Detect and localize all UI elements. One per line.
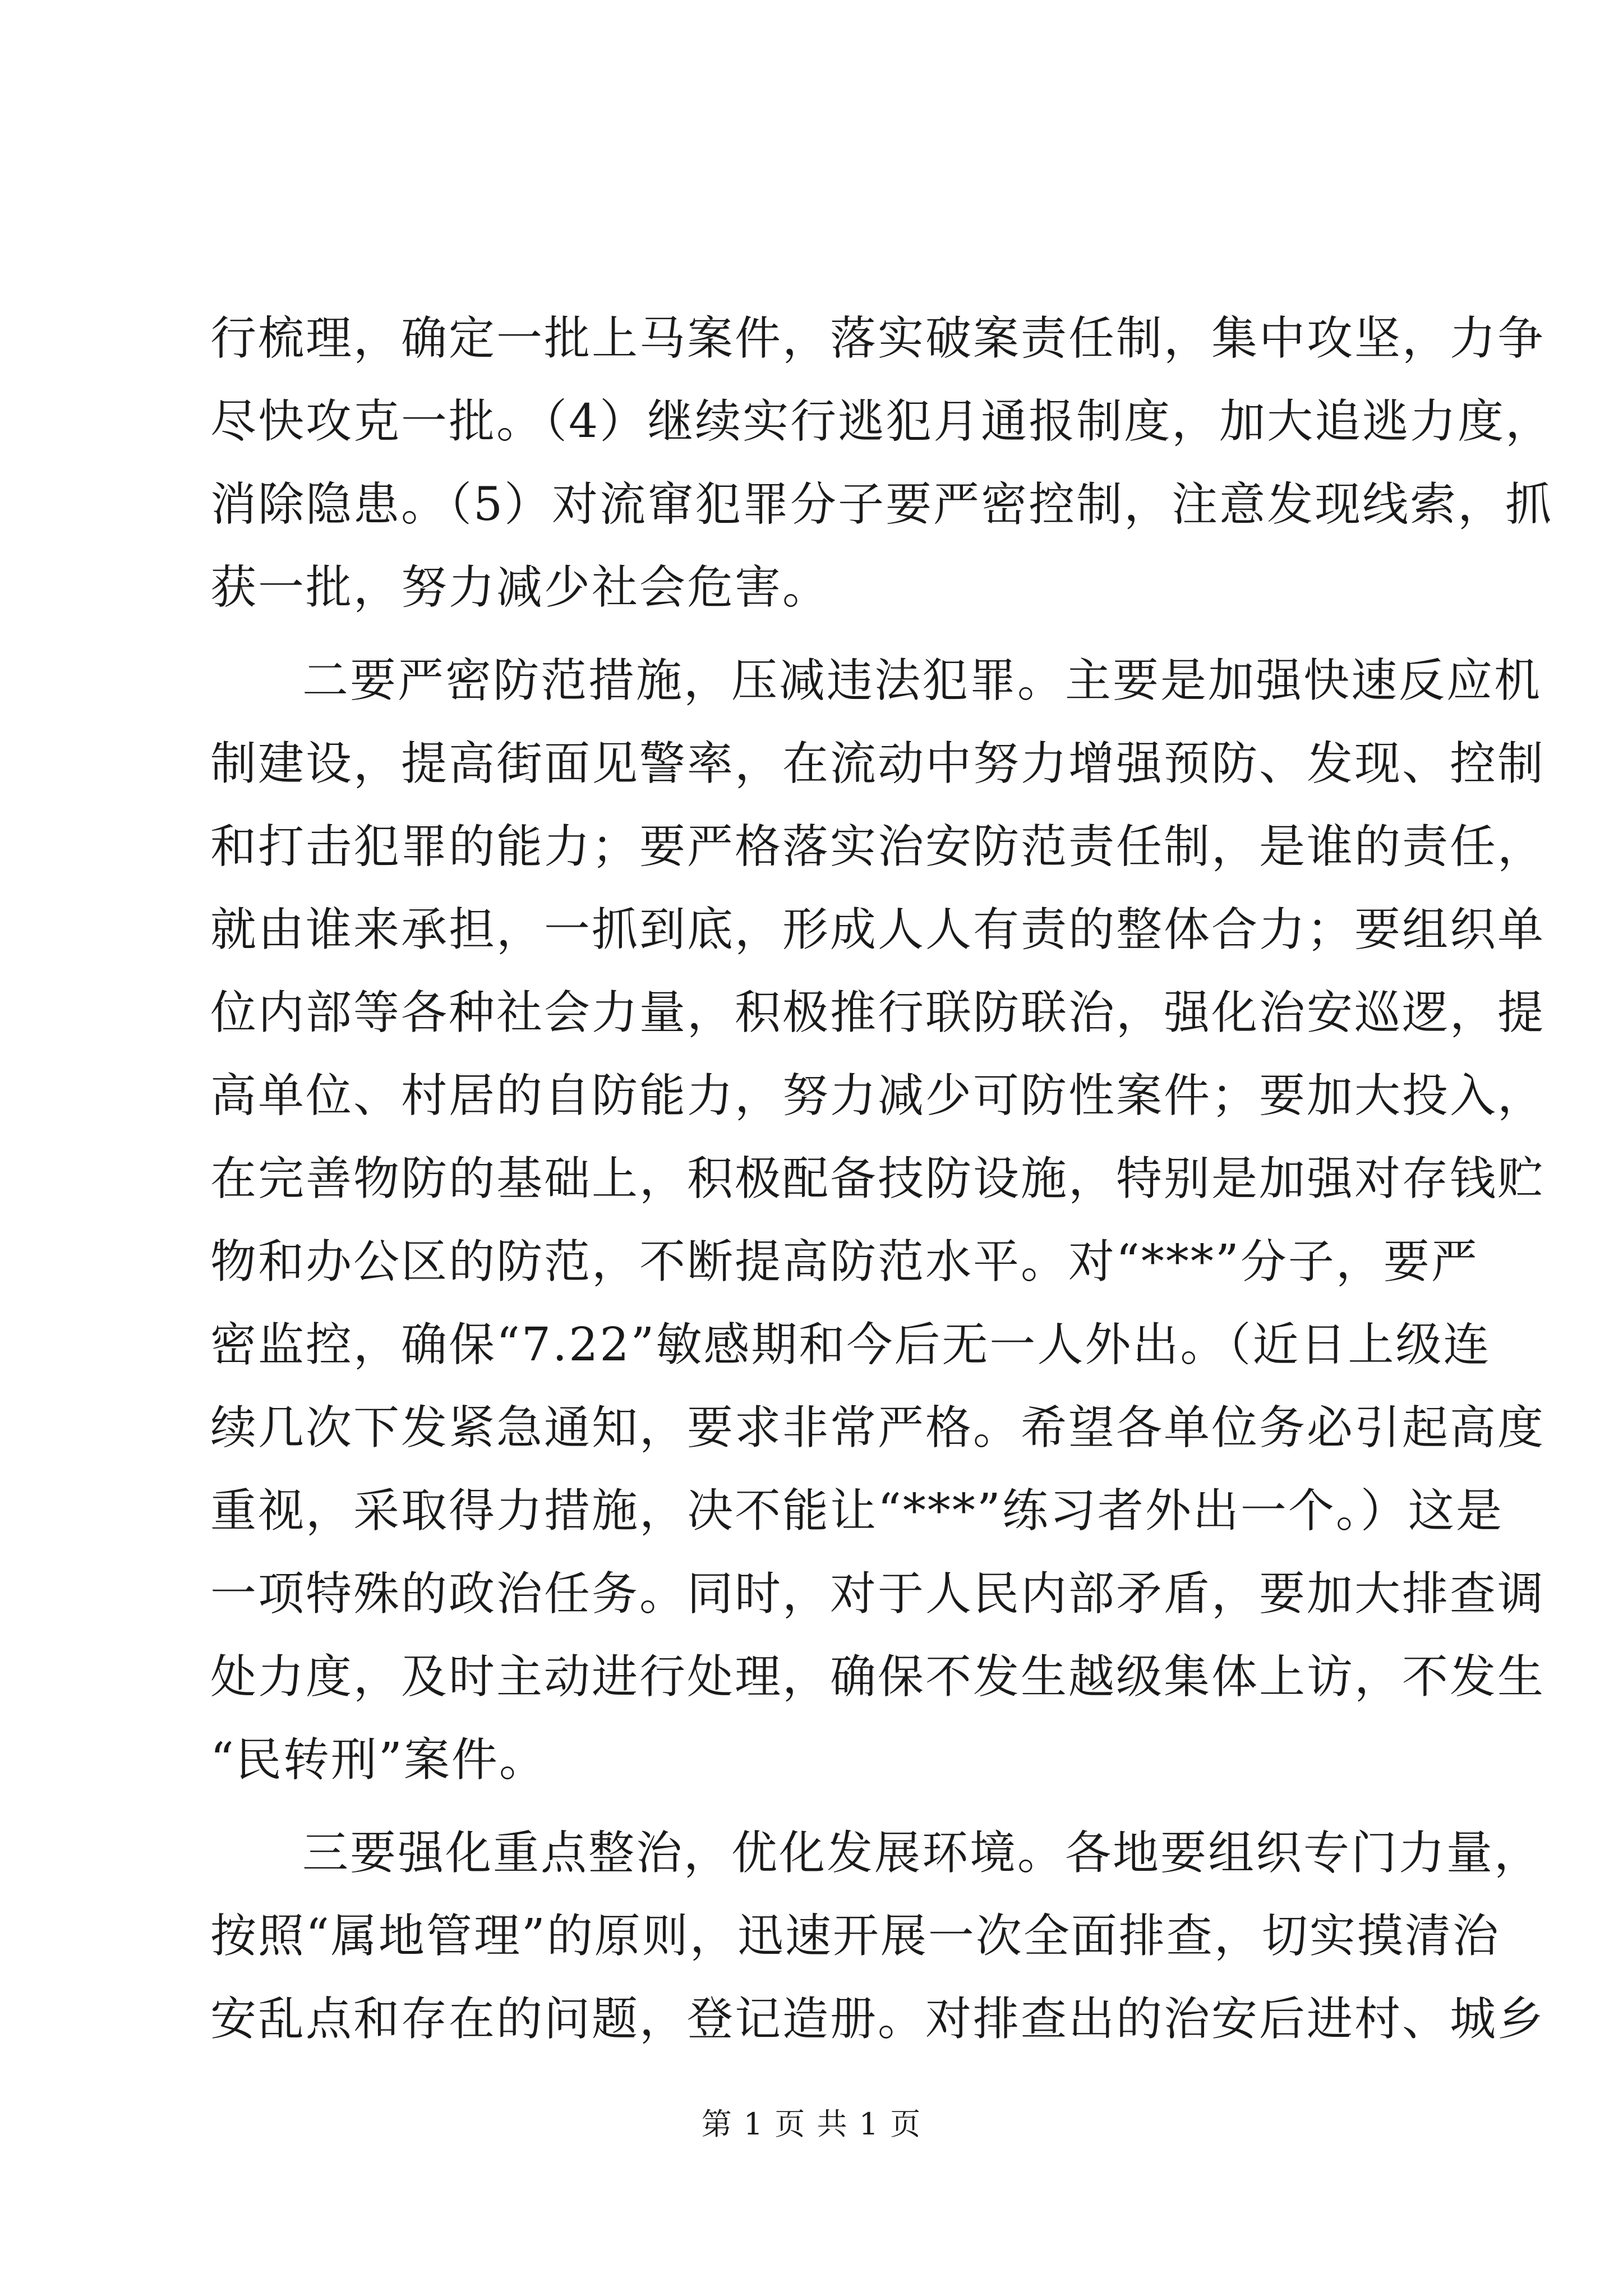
text-line: 处力度，及时主动进行处理，确保不发生越级集体上访，不发生 xyxy=(210,1650,1546,1704)
text-line: 高单位、村居的自防能力，努力减少可防性案件；要加大投入， xyxy=(210,1069,1546,1122)
page-number-footer: 第 1 页 共 1 页 xyxy=(701,2106,922,2142)
text-line: 安乱点和存在的问题，登记造册。对排查出的治安后进村、城乡 xyxy=(210,1993,1546,2046)
text-line: 就由谁来承担，一抓到底，形成人人有责的整体合力；要组织单 xyxy=(210,903,1546,956)
paragraph-3 xyxy=(210,1812,1546,2061)
text-line: 消除隐患。（5）对流窜犯罪分子要严密控制，注意发现线索，抓 xyxy=(210,478,1553,531)
paragraph-1 xyxy=(210,297,1553,629)
text-line: 重视，采取得力措施，决不能让“***”练习者外出一个。）这是 xyxy=(210,1484,1504,1538)
text-line: 物和办公区的防范，不断提高防范水平。对“***”分子，要严 xyxy=(210,1235,1479,1289)
text-line: “民转刑”案件。 xyxy=(210,1733,547,1787)
text-line: 位内部等各种社会力量，积极推行联防联治，强化治安巡逻，提 xyxy=(210,986,1546,1039)
text-line: 尽快攻克一批。（4）继续实行逃犯月通报制度，加大追逃力度， xyxy=(210,395,1553,448)
text-line: 密监控，确保“7.22”敏感期和今后无一人外出。（近日上级连 xyxy=(210,1318,1491,1372)
text-line: 制建设，提高街面见警率，在流动中努力增强预防、发现、控制 xyxy=(210,737,1546,790)
text-line: 和打击犯罪的能力；要严格落实治安防范责任制，是谁的责任， xyxy=(210,820,1546,873)
text-line: 三要强化重点整治，优化发展环境。各地要组织专门力量， xyxy=(302,1826,1542,1880)
document-body xyxy=(210,297,1553,2061)
text-line: 续几次下发紧急通知，要求非常严格。希望各单位务必引起高度 xyxy=(210,1401,1546,1455)
text-line: 在完善物防的基础上，积极配备技防设施，特别是加强对存钱贮 xyxy=(210,1152,1546,1205)
text-line: 一项特殊的政治任务。同时，对于人民内部矛盾，要加大排查调 xyxy=(210,1567,1546,1621)
text-line: 获一批，努力减少社会危害。 xyxy=(210,561,831,614)
paragraph-2 xyxy=(210,639,1546,1802)
text-line: 二要严密防范措施，压减违法犯罪。主要是加强快速反应机 xyxy=(302,654,1542,707)
text-line: 按照“属地管理”的原则，迅速开展一次全面排查，切实摸清治 xyxy=(210,1910,1500,1963)
text-line: 行梳理，确定一批上马案件，落实破案责任制，集中攻坚，力争 xyxy=(210,312,1546,365)
